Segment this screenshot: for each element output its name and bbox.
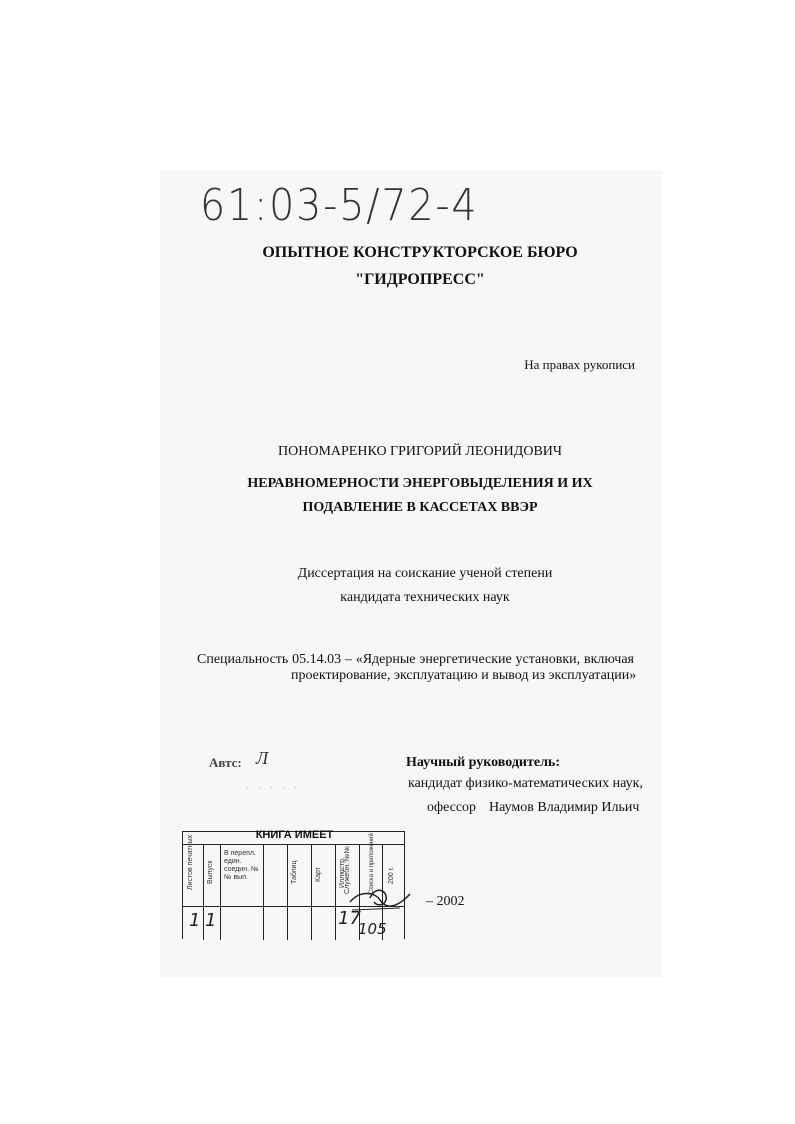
stamp-column-header: Выпуск — [207, 860, 214, 884]
stamp-column-divider — [335, 844, 336, 940]
degree-statement-line-1: Диссертация на соискание ученой степени — [297, 566, 553, 581]
degree-statement-line-2: кандидата технических наук — [340, 590, 510, 605]
stamp-column-header: Листов печатных — [187, 834, 194, 890]
stamp-value-sheets: 1 — [189, 910, 201, 931]
stamp-value-service-no: 17 — [338, 908, 361, 929]
author-name: ПОНОМАРЕНКО ГРИГОРИЙ ЛЕОНИДОВИЧ — [278, 444, 562, 459]
stamp-column-divider — [263, 844, 264, 940]
stamp-column-header: Иллюстр. — [339, 857, 346, 888]
stamp-column-header: Служебн. №№ — [344, 846, 351, 894]
faded-signature-line: · · · · · — [246, 783, 300, 794]
stamp-value-issue: 1 — [205, 910, 217, 931]
stamp-column-divider — [220, 844, 221, 940]
stamp-title: КНИГА ИМЕЕТ — [255, 829, 334, 841]
author-signature-mark: Л — [256, 748, 269, 768]
specialty-line-2: проектирование, эксплуатацию и вывод из эксплуатации» — [291, 668, 637, 683]
stamp-column-header: Таблиц — [291, 860, 298, 884]
supervisor-title: офессор — [427, 800, 477, 815]
organization-subname: "ГИДРОПРЕСС" — [355, 271, 485, 288]
dissertation-title-line-2: ПОДАВЛЕНИЕ В КАССЕТАХ ВВЭР — [302, 500, 538, 515]
organization-name: ОПЫТНОЕ КОНСТРУКТОРСКОЕ БЮРО — [262, 244, 578, 261]
supervisor-name: Наумов Владимир Ильич — [489, 800, 640, 815]
stamp-column-header: Списка и приложений — [369, 833, 375, 894]
dissertation-title-line-1: НЕРАВНОМЕРНОСТИ ЭНЕРГОВЫДЕЛЕНИЯ И ИХ — [247, 476, 593, 491]
manuscript-rights-note: На правах рукописи — [524, 357, 635, 372]
stamp-column-divider — [203, 844, 204, 940]
stamp-column-header: В перепл. един. соедин. №№ вып. — [224, 850, 259, 881]
stamp-column-divider — [311, 844, 312, 940]
year: – 2002 — [426, 894, 465, 909]
handwritten-scribble-icon — [340, 880, 420, 930]
stamp-column-divider — [287, 844, 288, 940]
author-label: Автс: — [209, 755, 242, 770]
handwritten-catalog-code: 61:03-5/72-4 — [200, 180, 479, 231]
supervisor-label: Научный руководитель: — [406, 755, 560, 770]
specialty-line-1: Специальность 05.14.03 – «Ядерные энергетические установки, включая — [197, 652, 634, 667]
supervisor-degree: кандидат физико-математических наук, — [408, 776, 643, 791]
stamp-value-list: 105 — [358, 920, 387, 938]
stamp-column-header: Карт — [315, 867, 322, 882]
stamp-column-header: 200 г. — [388, 866, 395, 884]
